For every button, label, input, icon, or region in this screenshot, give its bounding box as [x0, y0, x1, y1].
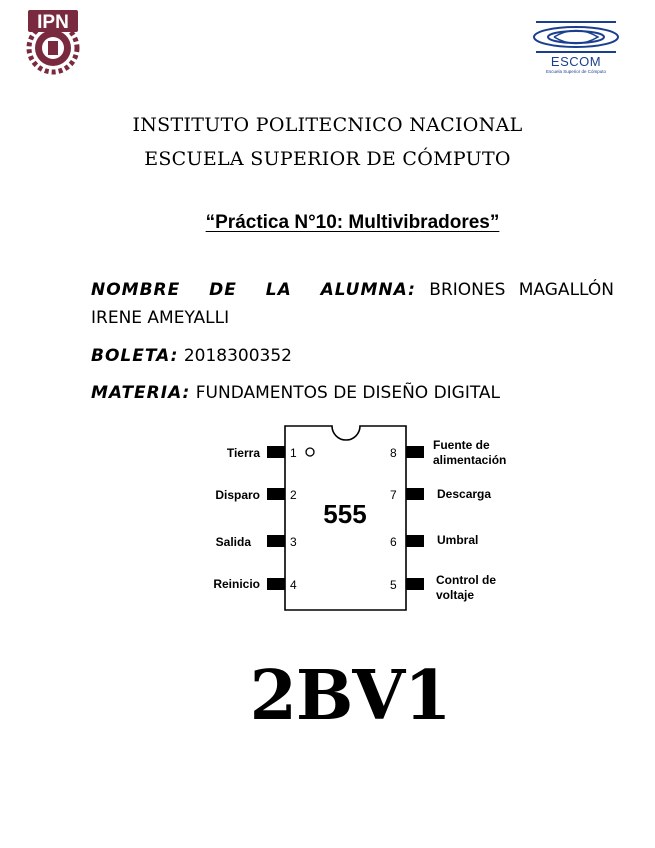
- name-value: BRIONES MAGALLÓN IRENE AMEYALLI: [91, 280, 615, 328]
- pin-6-number: 6: [390, 535, 397, 549]
- pin-4: [267, 578, 285, 590]
- escom-logo-subtext: Escuela Superior de Cómputo: [545, 69, 607, 74]
- pin-8: [406, 446, 424, 458]
- pin-3-number: 3: [290, 535, 297, 549]
- student-name-line: [91, 276, 614, 332]
- pin-5: [406, 578, 424, 590]
- pin-4-name: Reinicio: [213, 577, 260, 591]
- pin-2: [267, 488, 285, 500]
- ipn-logo: [22, 8, 84, 76]
- pin-8-name-line1: Fuente de: [433, 438, 490, 452]
- group-code: 2BV1: [249, 656, 451, 736]
- chip-label: 555: [323, 499, 367, 529]
- pin-1-name: Tierra: [226, 446, 260, 460]
- pin-3-name: Salida: [215, 535, 251, 549]
- name-label: NOMBRE DE LA ALUMNA:: [91, 280, 416, 300]
- pin-5-number: 5: [390, 578, 397, 592]
- escom-logo: [524, 20, 628, 80]
- institution-name: INSTITUTO POLITECNICO NACIONAL: [132, 114, 523, 136]
- school-name: ESCUELA SUPERIOR DE CÓMPUTO: [144, 148, 511, 170]
- pin-6-name: Umbral: [437, 533, 479, 547]
- boleta-value: 2018300352: [183, 346, 292, 366]
- practice-title: “Práctica N°10: Multivibradores”: [205, 212, 500, 233]
- ic-555-pinout-diagram: [200, 422, 530, 618]
- materia-line: [91, 379, 614, 407]
- pin-1-number: 1: [290, 446, 297, 460]
- boleta-line: [91, 342, 614, 370]
- pin-7-name: Descarga: [437, 487, 492, 501]
- escom-logo-text: ESCOM: [550, 54, 602, 69]
- ipn-logo-text: IPN: [37, 12, 69, 33]
- pin-7: [406, 488, 424, 500]
- boleta-label: BOLETA:: [91, 346, 179, 366]
- pin-8-number: 8: [390, 446, 397, 460]
- pin-6: [406, 535, 424, 547]
- pin-8-name-line2: alimentación: [433, 453, 507, 467]
- pin-2-number: 2: [290, 488, 297, 502]
- materia-label: MATERIA:: [91, 383, 191, 403]
- pin-1: [267, 446, 285, 458]
- pin-3: [267, 535, 285, 547]
- pin-7-number: 7: [390, 488, 397, 502]
- pin-2-name: Disparo: [215, 488, 260, 502]
- pin-5-name-line1: Control de: [436, 573, 496, 587]
- materia-value: FUNDAMENTOS DE DISEÑO DIGITAL: [195, 383, 501, 403]
- pin-5-name-line2: voltaje: [436, 588, 475, 602]
- pin-4-number: 4: [290, 578, 297, 592]
